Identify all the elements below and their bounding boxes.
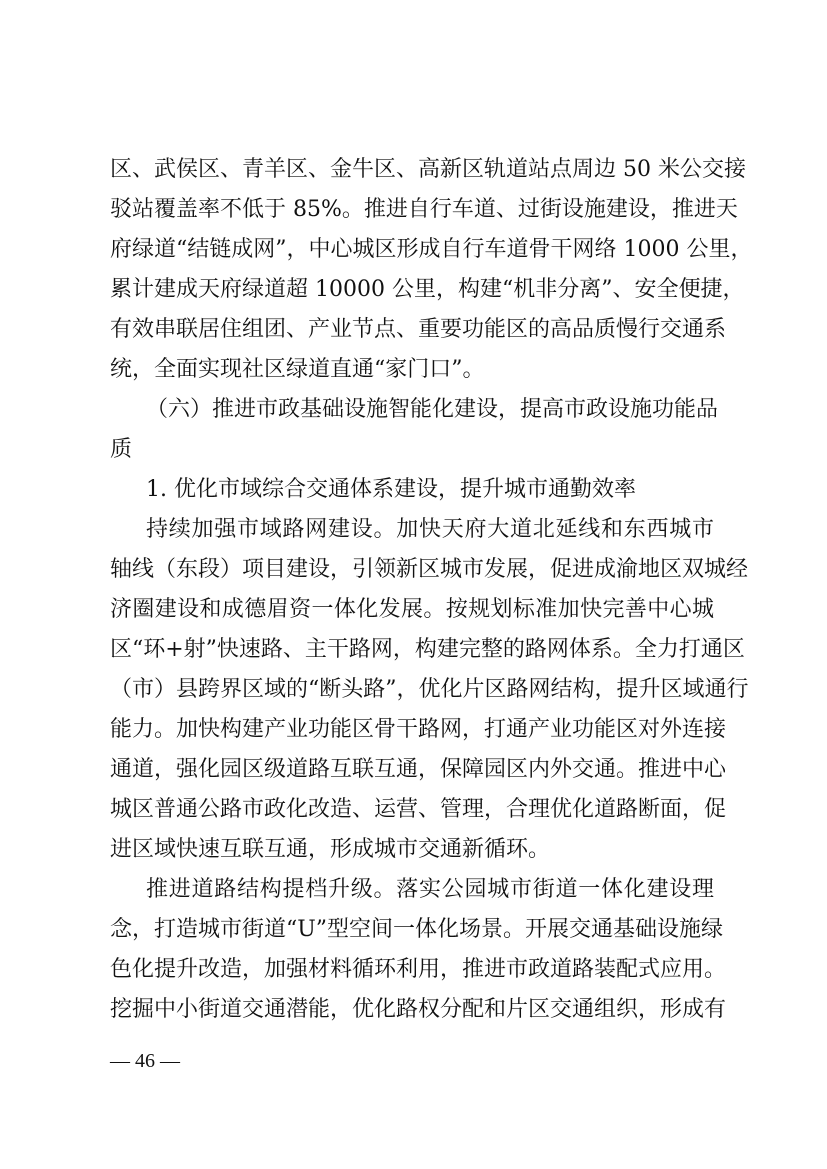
text-line: 驳站覆盖率不低于 85%。推进自行车道、过街设施建设，推进天 [110, 197, 738, 222]
text-line: 持续加强市域路网建设。加快天府大道北延线和东西城市 [146, 517, 714, 542]
text-line: 有效串联居住组团、产业节点、重要功能区的高品质慢行交通系 [110, 317, 727, 342]
text-line: 进区域快速互联互通，形成城市交通新循环。 [110, 837, 551, 862]
text-line: 通道，强化园区级道路互联互通，保障园区内外交通。推进中心 [110, 757, 727, 782]
page-number: — 46 — [110, 1050, 180, 1072]
text-line: （六）推进市政基础设施智能化建设，提高市政设施功能品 [146, 397, 719, 422]
text-line: 1. 优化市域综合交通体系建设，提升城市通勤效率 [146, 477, 636, 502]
text-line: 统，全面实现社区绿道直通“家门口”。 [110, 357, 485, 382]
text-line: 挖掘中小街道交通潜能，优化路权分配和片区交通组织，形成有 [110, 997, 727, 1022]
text-line: 区、武侯区、青羊区、金牛区、高新区轨道站点周边 50 米公交接 [110, 157, 746, 182]
text-line: 城区普通公路市政化改造、运营、管理，合理优化道路断面，促 [110, 797, 727, 822]
document-body [110, 150, 753, 1030]
text-line: 能力。加快构建产业功能区骨干路网，打通产业功能区对外连接 [110, 717, 727, 742]
text-line: 府绿道“结链成网”，中心城区形成自行车道骨干网络 1000 公里， [110, 237, 753, 262]
text-line: 念，打造城市街道“U”型空间一体化场景。开展交通基础设施绿 [110, 917, 724, 942]
text-line: 轴线（东段）项目建设，引领新区城市发展，促进成渝地区双城经 [110, 557, 749, 582]
text-line: 质 [110, 437, 133, 462]
text-line: 累计建成天府绿道超 10000 公里，构建“机非分离”、安全便捷， [110, 277, 745, 302]
text-line: 推进道路结构提档升级。落实公园城市街道一体化建设理 [146, 877, 714, 902]
text-line: 区“环+射”快速路、主干路网，构建完整的路网体系。全力打通区 [110, 637, 745, 662]
text-line: 色化提升改造，加强材料循环利用，推进市政道路装配式应用。 [110, 957, 727, 982]
text-line: 济圈建设和成德眉资一体化发展。按规划标准加快完善中心城 [110, 597, 714, 622]
text-line: （市）县跨界区域的“断头路”，优化片区路网结构，提升区域通行 [110, 677, 749, 702]
